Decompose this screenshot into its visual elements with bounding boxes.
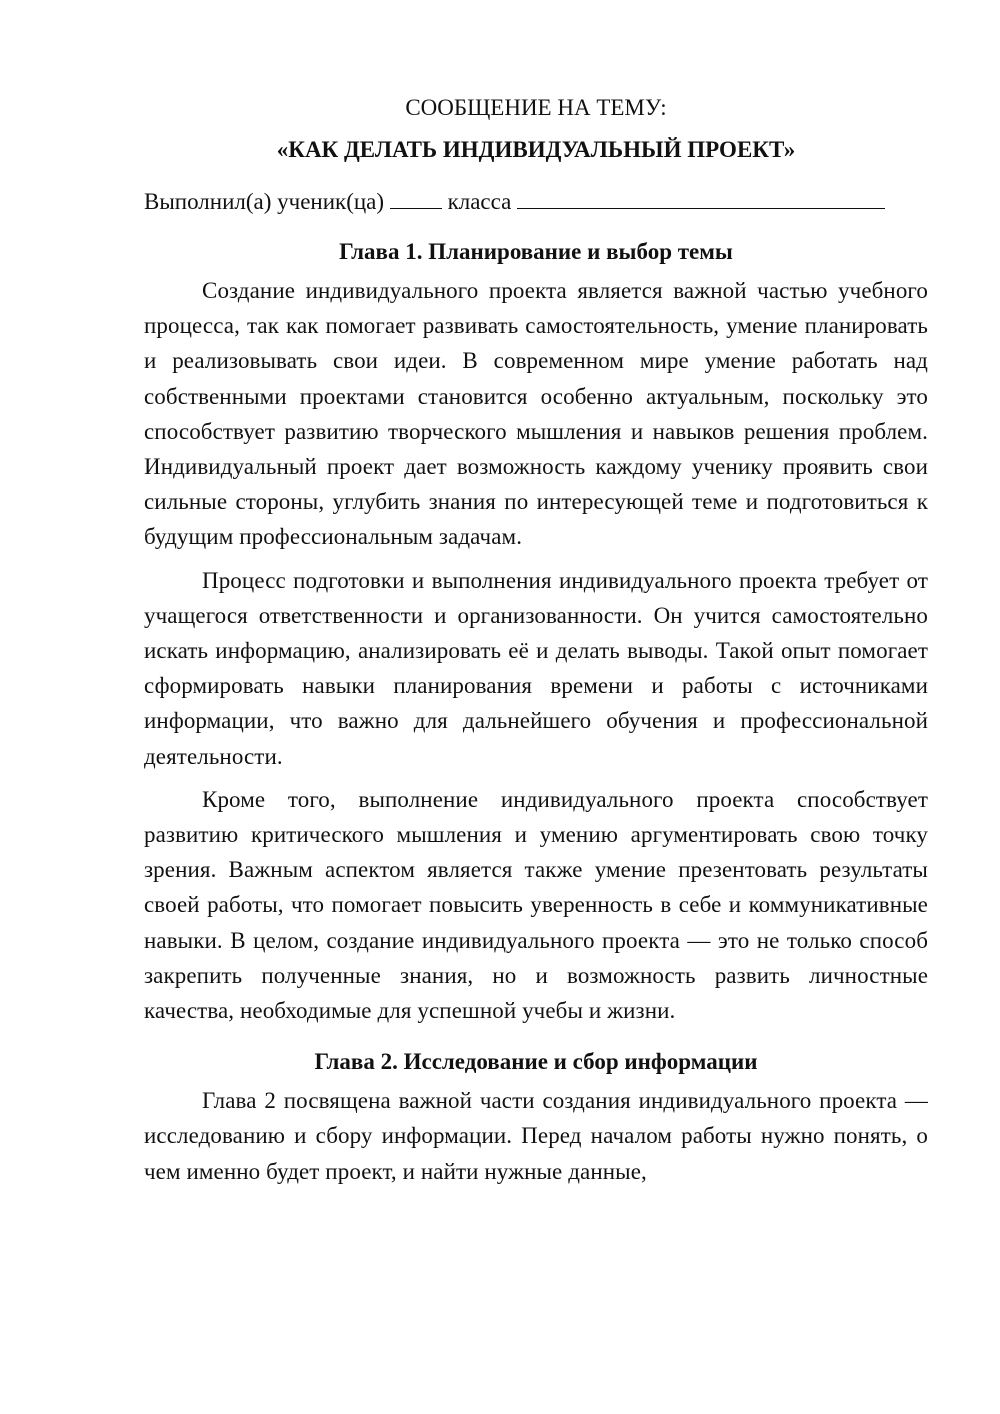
chapter-1-paragraph: Кроме того, выполнение индивидуального проекта способствует развитию критического мышления и умению аргументировать свою точку зрения. Важным аспектом является также умение презентовать результаты своей работы, что помогает повысить уверенность в себе и коммуникативные навыки. В целом, создание индивидуального проекта — это не только способ закрепить полученные знания, но и возможность развить личностные качества, необходимые для успешной учебы и жизни. xyxy=(144,786,928,1024)
chapter-1-paragraph: Создание индивидуального проекта является важной частью учебного процесса, так как помогает развивать самостоятельность, умение планировать и реализовывать свои идеи. В современном мире умение работать над собственными проектами становится особенно актуальным, поскольку это способствует развитию творческого мышления и навыков решения проблем. Индивидуальный проект дает возможность каждому ученику проявить свои сильные стороны, углубить знания по интересующей теме и подготовиться к будущим профессиональным задачам. xyxy=(144,278,928,550)
grade-blank xyxy=(390,186,442,209)
chapter-2-heading: Глава 2. Исследование и сбор информации xyxy=(314,1049,758,1075)
document-page xyxy=(144,90,928,1197)
class-word: класса xyxy=(447,189,512,214)
document-title-topic: «КАК ДЕЛАТЬ ИНДИВИДУАЛЬНЫЙ ПРОЕКТ» xyxy=(276,137,796,162)
author-line xyxy=(144,184,928,220)
document-title-line-1: СООБЩЕНИЕ НА ТЕМУ: xyxy=(405,95,667,120)
author-prefix: Выполнил(а) ученик(ца) xyxy=(144,189,385,214)
name-blank xyxy=(517,186,885,209)
chapter-1-paragraph: Процесс подготовки и выполнения индивидуального проекта требует от учащегося ответственности и организованности. Он учится самостоятельно искать информацию, анализировать её и делать выводы. Такой опыт помогает сформировать навыки планирования времени и работы с источниками информации, что важно для дальнейшего обучения и профессиональной деятельности. xyxy=(144,567,928,769)
chapter-2-paragraph: Глава 2 посвящена важной части создания индивидуального проекта — исследованию и сбору информации. Перед началом работы нужно понять, о чем именно будет проект, и найти нужные данные, xyxy=(144,1088,928,1184)
chapter-1-heading: Глава 1. Планирование и выбор темы xyxy=(339,239,733,264)
